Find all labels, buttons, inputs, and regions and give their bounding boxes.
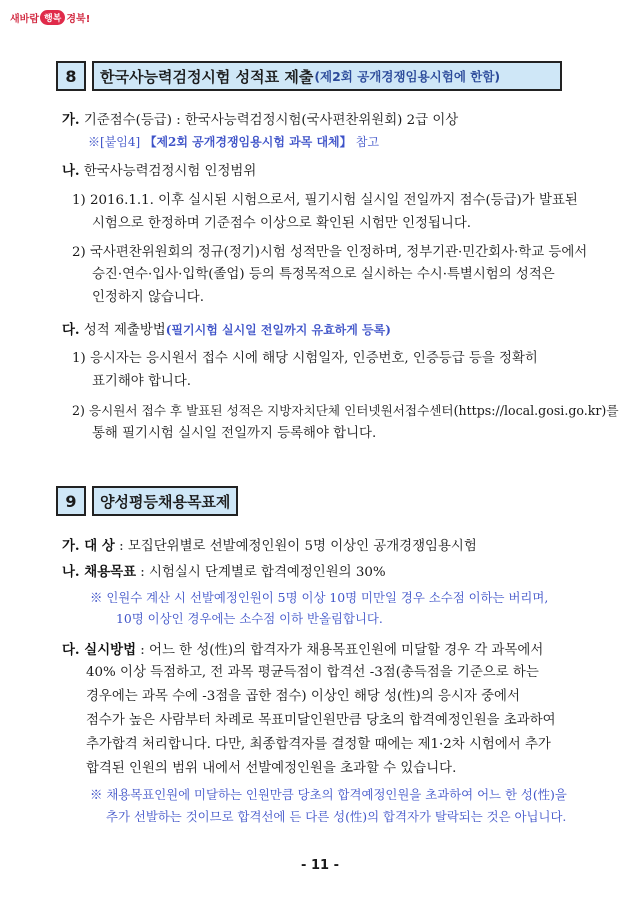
s8-ga-label: 가. [62,112,80,128]
s9-na-note-line2: 10명 이상인 경우에는 소수점 이하 반올림합니다. [116,611,383,626]
logo-text-pre: 새바람 [10,14,39,25]
s9-na-note-line1: ※ 인원수 계산 시 선발예정인원이 5명 이상 10명 미만일 경우 소수점 이하는 버리며, [90,590,549,605]
s8-na-text: 한국사능력검정시험 인정범위 [83,164,257,179]
section-9-number: 9 [56,486,86,516]
s8-da-text: 성적 제출방법 [83,323,166,338]
section-9-title: 양성평등채용목표제 [92,486,238,516]
s9-ga-label: 가. 대 상 [62,538,115,554]
s8-da-item1-line1: 1) 응시자는 응시원서 접수 시에 해당 시험일자, 인증번호, 인증등급 등을 정확히 [72,351,538,366]
s9-da-line4: 점수가 높은 사람부터 차례로 목표미달인원만큼 당초의 합격예정인원을 초과하여 [86,713,556,728]
page-number: - 11 - [301,858,339,873]
s9-na [62,562,386,583]
s9-da-note-line2: 추가 선발하는 것이므로 합격선에 든 다른 성(性)의 합격자가 탈락되는 것은 아닙니다. [106,809,567,824]
s9-da-line6: 합격된 인원의 범위 내에서 선발예정인원을 초과할 수 있습니다. [86,761,457,776]
s8-ga-note-tail: 참고 [355,135,380,149]
section-8-title: 한국사능력검정시험 성적표 제출 [100,67,314,86]
s8-na-item2-line1: 2) 국사편찬위원회의 정규(정기)시험 성적만을 인정하며, 정부기관·민간회사·학교 등에서 [72,245,588,260]
s8-na-item1-line2: 시험으로 한정하며 기준점수 이상으로 확인된 시험만 인정됩니다. [92,216,472,231]
section-8-number: 8 [56,61,86,91]
s8-da [62,320,391,341]
s9-da-line3: 경우에는 과목 수에 -3점을 곱한 점수) 이상인 해당 성(性)의 응시자 중에서 [86,689,520,704]
section-8-header [56,61,580,91]
s9-da-line5: 추가합격 처리합니다. 다만, 최종합격자를 결정할 때에는 제1·2차 시험에서 추가 [86,737,551,752]
s8-ga-text: 기준점수(등급) : 한국사능력검정시험(국사편찬위원회) 2급 이상 [83,113,459,128]
s8-da-item2-line1: 2) 응시원서 접수 후 발표된 성적은 지방자치단체 인터넷원서접수센터(https://local.gosi.go.kr)를 [72,403,619,418]
s9-da-line1: : 어느 한 성(性)의 합격자가 채용목표인원에 미달할 경우 각 과목에서 [140,643,544,658]
section-9-header [56,486,580,516]
s8-da-item2-line2: 통해 필기시험 실시일 전일까지 등록해야 합니다. [92,426,377,441]
s9-da-note-line1: ※ 채용목표인원에 미달하는 인원만큼 당초의 합격예정인원을 초과하여 어느 한 성(性)을 [90,787,567,802]
s8-na-item2-line2: 승진·연수·입사·입학(졸업) 등의 특정목적으로 실시하는 수시·특별시험의 성적은 [92,267,555,282]
s8-ga-note-ref2: 【제2회 공개경쟁임용시험 과목 대체】 [144,135,352,149]
s9-na-label: 나. 채용목표 [62,564,137,580]
s9-ga [62,536,477,557]
logo-text-post: 경북! [66,14,91,25]
s8-ga-note [88,132,379,153]
heart-icon: 행복 [40,10,65,25]
section-8-title-box [92,61,562,91]
s8-na-item2-line3: 인정하지 않습니다. [92,290,204,305]
section-8-subtitle: (제2회 공개경쟁임용시험에 한함) [314,69,501,84]
s8-ga [62,110,458,131]
s9-da [62,640,543,661]
s8-na-label: 나. [62,163,80,179]
s9-ga-text: : 모집단위별로 선발예정인원이 5명 이상인 공개경쟁임용시험 [119,539,477,554]
s8-da-highlight: (필기시험 실시일 전일까지 유효하게 등록) [165,323,391,337]
s8-ga-note-ref1: [붙임4] [100,135,141,149]
s9-da-label: 다. 실시방법 [62,642,137,658]
s8-na [62,161,256,182]
s8-ga-note-mark: ※ [88,135,101,149]
s8-da-item1-line2: 표기해야 합니다. [92,374,192,389]
s8-na-item1-line1: 1) 2016.1.1. 이후 실시된 시험으로서, 필기시험 실시일 전일까지 점수(등급)가 발표된 [72,193,578,208]
s9-na-text: : 시험실시 단계별로 합격예정인원의 30% [140,565,386,580]
logo [10,10,90,25]
s9-da-line2: 40% 이상 득점하고, 전 과목 평균득점이 합격선 -3점(총득점을 기준으로 하는 [86,665,539,680]
s8-da-label: 다. [62,322,80,338]
